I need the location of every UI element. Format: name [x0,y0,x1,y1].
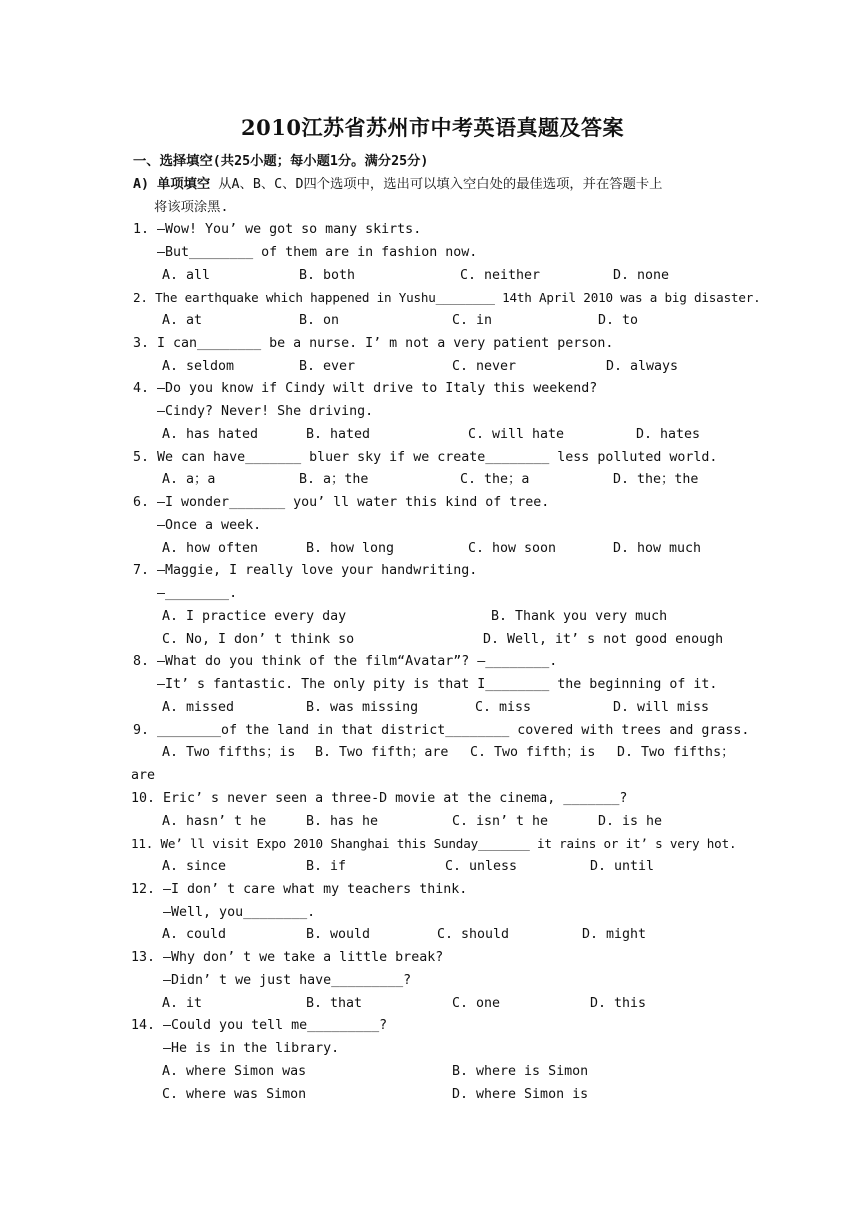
question-8-stem-2: —It’ s fantastic. The only pity is that I________ the beginning of it. [133,677,718,692]
question-7-option-c: C. No, I don’ t think so [162,632,355,647]
question-12-option-a: A. could [162,927,227,942]
question-12-stem: 12. —I don’ t care what my teachers think. [131,882,468,897]
question-3-option-d: D. always [606,359,679,374]
question-10-option-b: B. has he [306,814,379,829]
question-10-option-a: A. hasn’ t he [162,814,267,829]
question-6-option-b: B. how long [306,541,395,556]
question-6-option-c: C. how soon [468,541,557,556]
question-4-stem: 4. —Do you know if Cindy wilt drive to Italy this weekend? [133,381,598,396]
question-14-option-c: C. where was Simon [162,1087,307,1102]
page-title: 2010江苏省苏州市中考英语真题及答案 [241,115,624,140]
question-4-option-c: C. will hate [468,427,565,442]
question-4-option-d: D. hates [636,427,701,442]
question-14-option-b: B. where is Simon [452,1064,589,1079]
question-7-stem-2: —________. [133,586,238,601]
question-12-option-b: B. would [306,927,371,942]
question-6-stem: 6. —I wonder_______ you’ ll water this kind of tree. [133,495,550,510]
question-4-stem-2: —Cindy? Never! She driving. [133,404,374,419]
part-a-instruction-line-2: 将该项涂黑. [154,200,229,215]
question-8-option-b: B. was missing [306,700,419,715]
question-11-option-a: A. since [162,859,227,874]
question-3-stem: 3. I can________ be a nurse. I’ m not a very patient person. [133,336,614,351]
question-6-option-a: A. how often [162,541,259,556]
question-6-option-d: D. how much [613,541,702,556]
question-2-option-d: D. to [598,313,639,328]
question-11-option-d: D. until [590,859,655,874]
question-2-option-a: A. at [162,313,203,328]
question-14-option-d: D. where Simon is [452,1087,589,1102]
question-10-option-c: C. isn’ t he [452,814,549,829]
question-3-option-a: A. seldom [162,359,235,374]
question-10-option-d: D. is he [598,814,663,829]
question-3-option-c: C. never [452,359,517,374]
question-2-option-b: B. on [299,313,340,328]
question-7-option-d: D. Well, it’ s not good enough [483,632,724,647]
question-11-stem: 11. We’ ll visit Expo 2010 Shanghai this Sunday_______ it rains or it’ s very hot. [131,836,737,851]
question-14-stem: 14. —Could you tell me_________? [131,1018,388,1033]
question-8-stem: 8. —What do you think of the film“Avatar”? —________. [133,654,558,669]
question-9-option-a: A. Two fifths；is [162,745,296,760]
question-2-stem: 2. The earthquake which happened in Yushu________ 14th April 2010 was a big disaster. [133,290,761,305]
part-a-label: A) 单项填空 [133,177,211,192]
question-9-option-b: B. Two fifth；are [315,745,449,760]
question-14-option-a: A. where Simon was [162,1064,307,1079]
question-13-stem: 13. —Why don’ t we take a little break? [131,950,444,965]
question-7-option-a: A. I practice every day [162,609,347,624]
part-a-instruction [133,176,662,194]
question-10-stem: 10. Eric’ s never seen a three-D movie at the cinema, _______? [131,791,628,806]
question-1-option-d: D. none [613,268,670,283]
question-13-option-b: B. that [306,996,363,1011]
question-5-option-c: C. the；a [460,472,530,487]
question-12-option-d: D. might [582,927,647,942]
part-a-instruction-line-1: 从A、B、C、D四个选项中，选出可以填入空白处的最佳选项，并在答题卡上 [218,177,663,192]
question-1-option-b: B. both [299,268,356,283]
question-5-option-d: D. the；the [613,472,699,487]
question-5-option-a: A. a；a [162,472,216,487]
question-7-option-b: B. Thank you very much [491,609,668,624]
question-3-option-b: B. ever [299,359,356,374]
question-5-option-b: B. a；the [299,472,369,487]
question-8-option-c: C. miss [475,700,532,715]
question-12-stem-2: —Well, you________. [131,905,316,920]
question-12-option-c: C. should [437,927,510,942]
question-1-option-c: C. neither [460,268,541,283]
question-13-stem-2: —Didn’ t we just have_________? [131,973,412,988]
question-13-option-a: A. it [162,996,203,1011]
question-1-stem: 1. —Wow! You’ we got so many skirts. [133,222,422,237]
question-4-option-a: A. has hated [162,427,259,442]
question-2-option-c: C. in [452,313,493,328]
question-11-option-b: B. if [306,859,347,874]
question-9-option-d: D. Two fifths； [617,745,735,760]
question-8-option-a: A. missed [162,700,235,715]
question-5-stem: 5. We can have_______ bluer sky if we create________ less polluted world. [133,450,718,465]
question-9-option-c: C. Two fifth；is [470,745,596,760]
question-9-option-d-wrap: are [131,768,156,783]
question-14-stem-2: —He is in the library. [131,1041,340,1056]
question-11-option-c: C. unless [445,859,518,874]
question-7-stem: 7. —Maggie, I really love your handwriting. [133,563,478,578]
question-9-stem: 9. ________of the land in that district________ covered with trees and grass. [133,723,750,738]
section-heading: 一、选择填空(共25小题；每小题1分。满分25分) [133,154,429,169]
question-6-stem-2: —Once a week. [133,518,262,533]
question-1-option-a: A. all [162,268,211,283]
question-4-option-b: B. hated [306,427,371,442]
question-1-stem-2: —But________ of them are in fashion now. [133,245,478,260]
question-8-option-d: D. will miss [613,700,710,715]
question-13-option-d: D. this [590,996,647,1011]
question-13-option-c: C. one [452,996,501,1011]
